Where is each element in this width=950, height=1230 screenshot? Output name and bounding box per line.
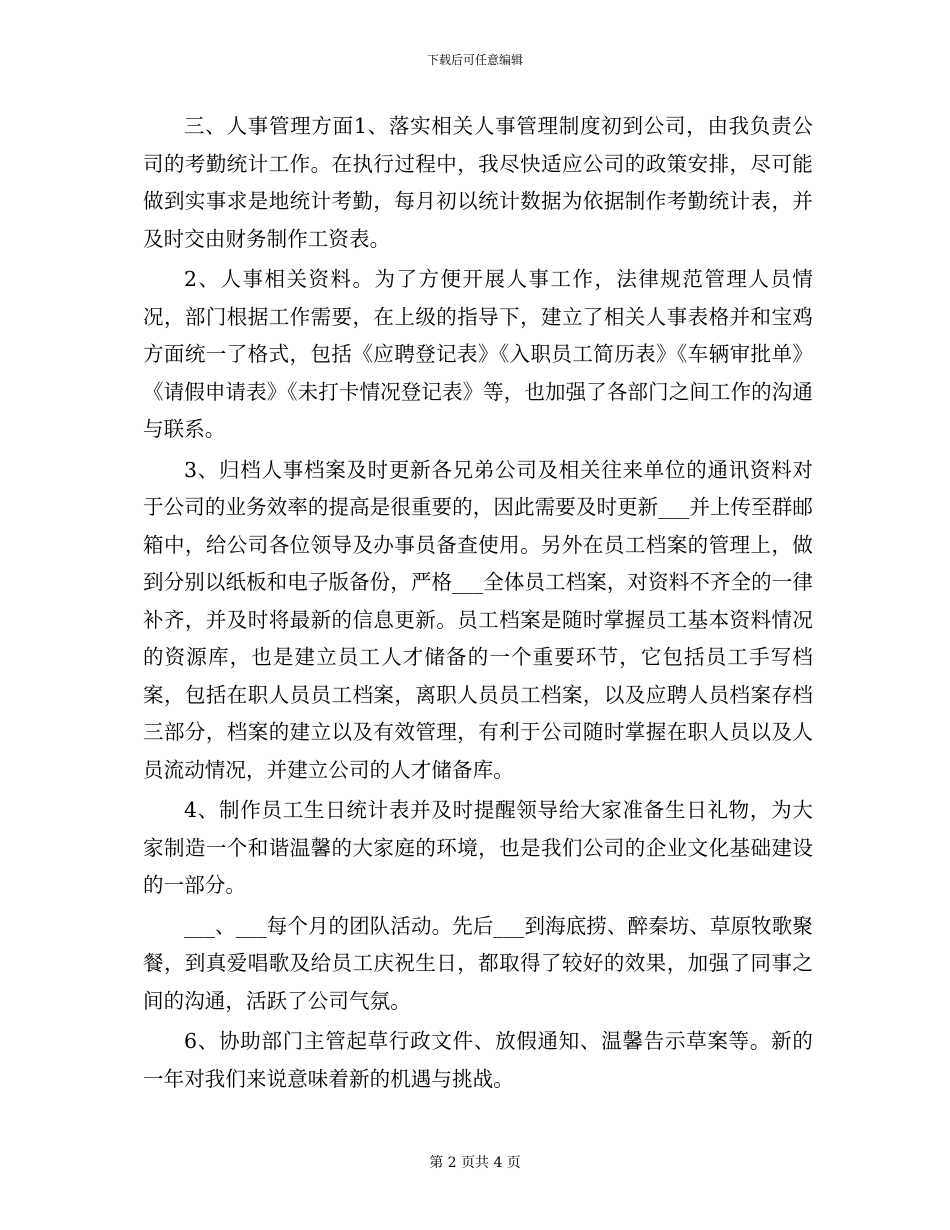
page-header: 下载后可任意编辑 [426,53,523,67]
paragraph-personnel-management: 三、人事管理方面1、落实相关人事管理制度初到公司，由我负责公司的考勤统计工作。在执行过程中，我尽快适应公司的政策安排，尽可能做到实事求是地统计考勤，每月初以统计数据为依据制作考勤统计表，并及时交由财务制作工资表。 [143,114,813,251]
paragraph-birthday-statistics: 4、制作员工生日统计表并及时提醒领导给大家准备生日礼物，为大家制造一个和谐温馨的大家庭的环境，也是我们公司的企业文化基础建设的一部分。 [143,798,813,897]
page-number-footer: 第 2 页共 4 页 [429,1155,521,1171]
paragraph-administrative-documents: 6、协助部门主管起草行政文件、放假通知、温馨告示草案等。新的一年对我们来说意味着新的机遇与挑战。 [143,1029,813,1091]
paragraph-personnel-materials: 2、人事相关资料。为了方便开展人事工作，法律规范管理人员情况，部门根据工作需要，在上级的指导下，建立了相关人事表格并和宝鸡方面统一了格式，包括《应聘登记表》《入职员工简历表》《车辆审批单》《请假申请表》《未打卡情况登记表》等，也加强了各部门之间工作的沟通与联系。 [143,267,813,441]
document-body [143,108,813,1101]
paragraph-archive-records: 3、归档人事档案及时更新各兄弟公司及相关往来单位的通讯资料对于公司的业务效率的提高是很重要的，因此需要及时更新___并上传至群邮箱中，给公司各位领导及办事员备查使用。另外在员工档案的管理上，做到分别以纸板和电子版备份，严格___全体员工档案，对资料不齐全的一律补齐，并及时将最新的信息更新。员工档案是随时掌握员工基本资料情况的资源库，也是建立员工人才储备的一个重要环节，它包括员工手写档案，包括在职人员员工档案，离职人员员工档案，以及应聘人员档案存档三部分，档案的建立以及有效管理，有利于公司随时掌握在职人员以及人员流动情况，并建立公司的人才储备库。 [143,457,813,782]
paragraph-team-activities: ___、___每个月的团队活动。先后___到海底捞、醉秦坊、草原牧歌聚餐，到真爱唱歌及给员工庆祝生日，都取得了较好的效果，加强了同事之间的沟通，活跃了公司气氛。 [143,913,813,1013]
